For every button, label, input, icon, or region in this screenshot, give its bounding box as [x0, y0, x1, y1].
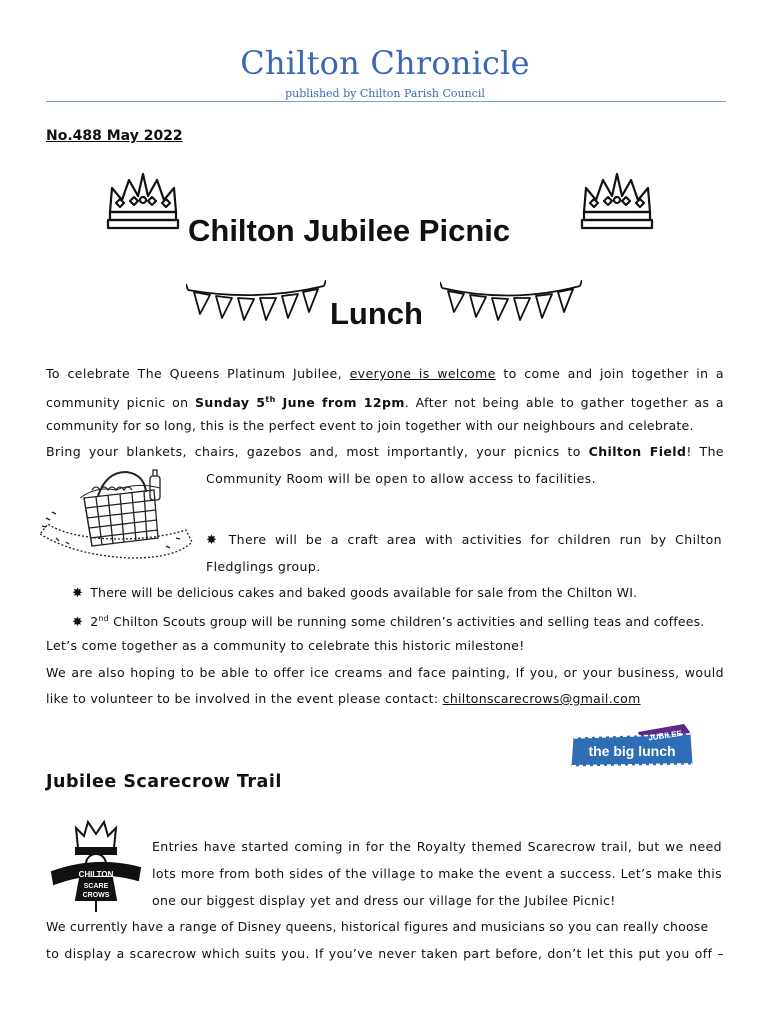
text-span: Bring your blankets, chairs, gazebos and, most importantly, your picnics to [46, 444, 589, 459]
text-span: 2 [90, 614, 99, 630]
star-bullet-icon: ✸ [72, 586, 84, 601]
intro-paragraph-line [46, 439, 724, 465]
newsletter-title: Chilton Chronicle [240, 44, 530, 82]
picnic-basket-image [36, 468, 194, 564]
section-heading-scarecrow: Jubilee Scarecrow Trail [46, 772, 282, 792]
community-paragraph: Let’s come together as a community to celebrate this historic milestone! [46, 638, 525, 653]
crown-icon [104, 170, 182, 232]
venue-text: Chilton Field [588, 444, 687, 459]
logo-text-chilton: CHILTON [78, 870, 114, 879]
text-span: To celebrate The Queens Platinum Jubilee, [46, 366, 350, 381]
big-lunch-logo [566, 722, 700, 770]
text-span: community picnic on [46, 395, 196, 411]
chilton-scarecrows-logo [50, 818, 142, 914]
text-span: There will be a craft area with activities for children run by Chilton [228, 532, 722, 547]
scarecrow-paragraph-line: Entries have started coming in for the Royalty themed Scarecrow trail, but we need [152, 839, 722, 854]
logo-text-scare: SCARE [83, 883, 109, 890]
headline-line-2: Lunch [330, 296, 423, 331]
bunting-icon [440, 280, 582, 326]
event-date-text: Sunday 5 [195, 395, 266, 411]
text-span: like to volunteer to be involved in the event please contact: [46, 691, 443, 706]
logo-banner-text: JUBILEE [647, 728, 683, 743]
scarecrow-paragraph-line: one our biggest display yet and dress our village for the Jubilee Picnic! [152, 893, 616, 908]
everyone-welcome-text: everyone is welcome [349, 366, 496, 381]
text-span: to come and join together in a [495, 366, 724, 381]
scarecrow-paragraph-line: We currently have a range of Disney queens, historical figures and musicians so you can really choose [46, 919, 709, 934]
issue-number-date: No.488 May 2022 [46, 128, 183, 144]
logo-text-crows: CROWS [82, 892, 110, 899]
scarecrow-paragraph-line: to display a scarecrow which suits you. If you’ve never taken part before, don’t let this put you off – [46, 946, 724, 961]
bullet-wi-cakes [72, 580, 637, 607]
event-time-text: June from 12pm [275, 395, 405, 411]
headline-line-1: Chilton Jubilee Picnic [188, 213, 511, 248]
bunting-icon [186, 280, 326, 326]
bullet-craft-area [206, 527, 722, 554]
ordinal-suffix: th [265, 395, 276, 404]
bullet-craft-area-cont: Fledglings group. [206, 559, 321, 574]
logo-main-text: the big lunch [588, 743, 676, 759]
intro-paragraph-line [46, 387, 724, 416]
star-bullet-icon: ✸ [206, 533, 218, 548]
text-span: ! The [686, 444, 724, 459]
volunteer-paragraph-line: We are also hoping to be able to offer ice creams and face painting, If you, or your business, would [46, 665, 724, 680]
text-span: There will be delicious cakes and baked goods available for sale from the Chilton WI. [90, 585, 638, 600]
bullet-scouts [72, 606, 704, 636]
crown-icon [578, 170, 656, 232]
intro-paragraph-line: community for so long, this is the perfect event to join together with our neighbours and celebrate. [46, 418, 694, 433]
contact-email-link[interactable]: chiltonscarecrows@gmail.com [442, 691, 641, 706]
text-span: . After not being able to gather together as a [404, 395, 724, 411]
star-bullet-icon: ✸ [72, 615, 84, 631]
intro-paragraph-line [46, 361, 724, 387]
scarecrow-paragraph-line: lots more from both sides of the village to make the event a success. Let’s make this [152, 866, 722, 881]
intro-paragraph-line: Community Room will be open to allow access to facilities. [206, 471, 596, 486]
volunteer-paragraph-line [46, 686, 641, 712]
masthead-divider [46, 101, 726, 102]
newsletter-subtitle: published by Chilton Parish Council [285, 87, 485, 100]
ordinal-suffix: nd [98, 614, 109, 623]
text-span: Chilton Scouts group will be running some children’s activities and selling teas and coffees. [108, 614, 705, 630]
